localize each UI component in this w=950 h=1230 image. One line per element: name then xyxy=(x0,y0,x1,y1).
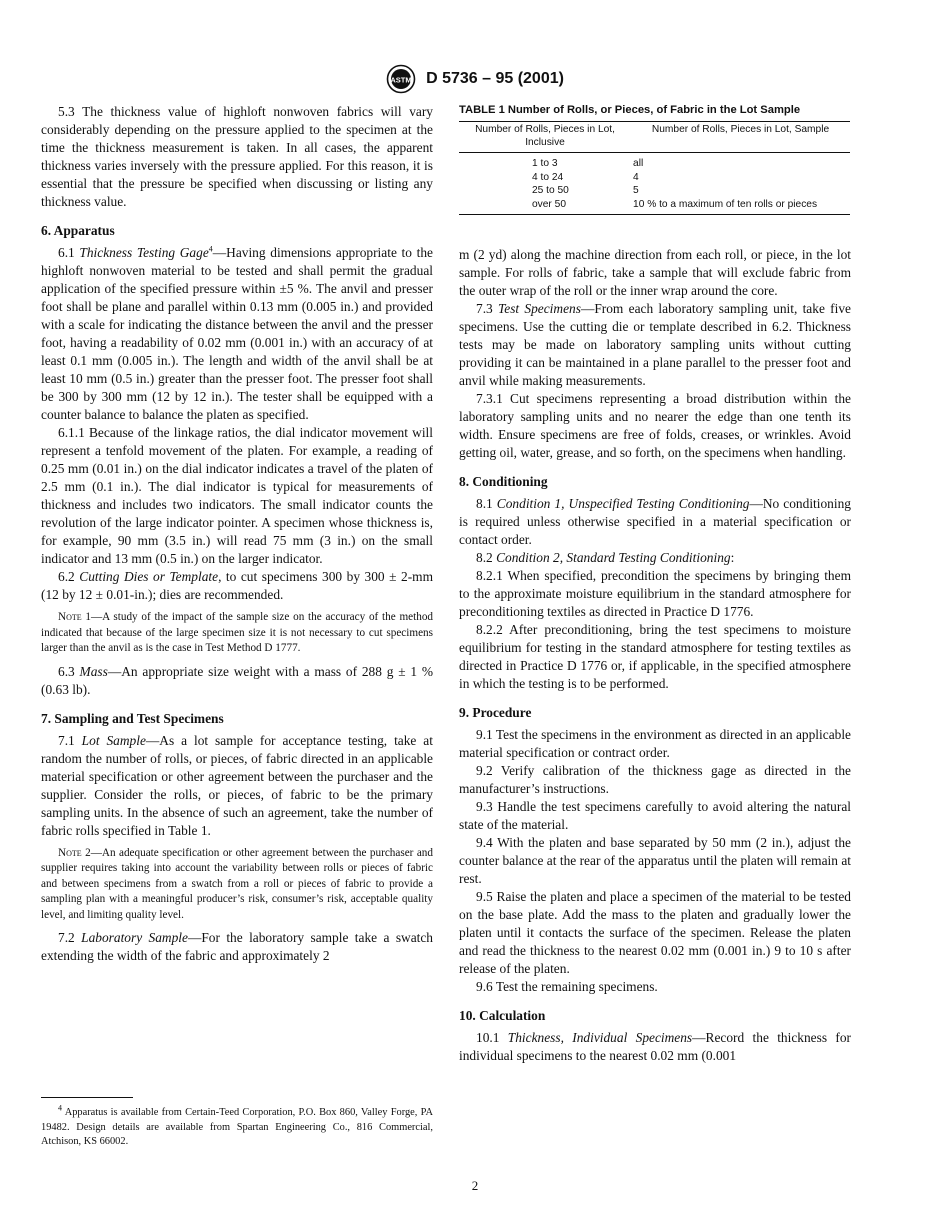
cell-sample-size: 10 % to a maximum of ten rolls or pieces xyxy=(631,198,850,215)
paragraph-5-3: 5.3 The thickness value of highloft nonwoven fabrics will vary considerably depending on the pressure applied to the specimen at the time the thickness measurement is taken. In all cases, the apparent thickness varies inversely with the pressure applied. For this reason, it is essential that the pressure be specified when discussing or listing any thickness value. xyxy=(41,104,433,209)
section-heading-conditioning: 8. Conditioning xyxy=(459,474,548,489)
paragraph-8-2-2: 8.2.2 After preconditioning, bring the test specimens to moisture equilibrium for testing in the standard atmosphere for testing textiles as directed in Practice D 1776 or, if applicable, in the specified atmosphere in which the testing is to be performed. xyxy=(459,622,851,691)
page-number: 2 xyxy=(471,1178,479,1193)
paragraph-9-3: 9.3 Handle the test specimens carefully to avoid altering the natural state of the material. xyxy=(459,799,851,832)
page-header xyxy=(0,64,950,94)
note-1: Note 1—A study of the impact of the sample size on the accuracy of the method indicated that because of the large specimen size it is not necessary to cut specimens larger than the anvil as is the case in Test Method D 1777. xyxy=(41,611,434,654)
footnote-ref-4: 4 xyxy=(208,244,213,254)
paragraph-9-5: 9.5 Raise the platen and place a specimen of the material to be tested on the base plate. Add the mass to the platen and gradually lower the platen until it contacts the surface of the specimen. Release the platen and read the thickness to the nearest 0.02 mm (0.001 in.) 9 to 10 s after release of the platen. xyxy=(459,889,851,976)
paragraph-6-1: 6.1 Thickness Testing Gage$^4$—Having dimensions appropriate to the highloft nonwoven material to be tested and shall permit the gradual application of the specified pressure within ±5 %. The anvil and presser foot shall be plane and parallel within 0.13 mm (0.005 in.) and provided with a scale for indicating the distance between the anvil and the presser foot, having a readability of 0.02 mm (0.001 in.) with an accuracy of at least 0.1 mm (0.005 in.). The length and width of the anvil shall be at least 10 mm (0.5 in.) greater than the presser foot. The presser foot shall be 300 by 300 mm (12 by 12 in.). The tester shall be equipped with a counter balance to balance the platen as specified. xyxy=(41,244,433,422)
paragraph-9-6: 9.6 Test the remaining specimens. xyxy=(476,979,658,994)
cell-lot-size: over 50 xyxy=(459,198,631,215)
paragraph-7-3: 7.3 Test Specimens—From each laboratory sampling unit, take five specimens. Use the cutting die or template described in 6.2. Thickness tests may be made on laboratory sampling units without cutting providing it can be maintained in a plane parallel to the presser foot and anvil while making measurements. xyxy=(459,301,851,388)
paragraph-6-2: 6.2 Cutting Dies or Template, to cut specimens 300 by 300 ± 2-mm (12 by 12 ± 0.01-in.); dies are recommended. xyxy=(41,569,433,602)
table-row xyxy=(459,171,850,185)
paragraph-10-1: 10.1 Thickness, Individual Specimens—Record the thickness for individual specimens to the nearest 0.02 mm (0.001 xyxy=(459,1030,851,1063)
table-row xyxy=(459,153,850,171)
cell-sample-size: 5 xyxy=(633,185,639,196)
paragraph-9-1: 9.1 Test the specimens in the environment as directed in an applicable material specification or contract order. xyxy=(459,727,851,760)
paragraph-8-2-1: 8.2.1 When specified, precondition the specimens by bringing them to the approximate moisture equilibrium in the standard atmosphere for preconditioning textiles as directed in Practice D 1776. xyxy=(459,568,851,619)
section-heading-calculation: 10. Calculation xyxy=(459,1008,546,1023)
section-heading-sampling: 7. Sampling and Test Specimens xyxy=(41,710,224,726)
paragraph-8-2: 8.2 Condition 2, Standard Testing Conditioning: xyxy=(476,550,735,565)
paragraph-9-4: 9.4 With the platen and base separated by 50 mm (2 in.), adjust the counter balance at the rear of the apparatus until the platen will remain at rest. xyxy=(459,835,851,886)
footnote-4: $^4$ Apparatus is available from Certain-Teed Corporation, P.O. Box 860, Valley Forge, PA 19482. Design details are available from Spartan Engineering Co., 816 Commercial, Atchison, KS 66002. xyxy=(41,1103,433,1147)
table-1 xyxy=(459,104,850,215)
paragraph-9-2: 9.2 Verify calibration of the thickness gage as directed in the manufacturer’s instructions. xyxy=(459,763,851,796)
table-title: TABLE 1 Number of Rolls, or Pieces, of Fabric in the Lot Sample xyxy=(459,104,801,116)
column-header-lot: Number of Rolls, Pieces in Lot, Inclusive xyxy=(459,122,631,153)
paragraph-7-1: 7.1 Lot Sample—As a lot sample for acceptance testing, take at random the number of rolls, or pieces, of fabric directed in an applicable material specification or other agreement between the purchaser and the supplier. Consider the rolls, or pieces, of fabric to be the primary sampling units. In the absence of such an agreement, take the number of fabric rolls specified in Table 1. xyxy=(41,732,433,838)
right-column xyxy=(459,246,851,1065)
paragraph-7-3-1: 7.3.1 Cut specimens representing a broad distribution within the laboratory sampling units and no nearer the edge than one tenth its width. Ensure specimens are free of folds, creases, or wrinkles. Avoid getting oil, water, grease, and so forth, on the specimens when handling. xyxy=(459,391,851,460)
column-header-sample: Number of Rolls, Pieces in Lot, Sample xyxy=(631,122,850,153)
astm-logo-icon xyxy=(386,64,416,94)
cell-lot-size: 1 to 3 xyxy=(532,158,558,169)
section-heading-apparatus: 6. Apparatus xyxy=(41,223,115,238)
svg-text:ASTM: ASTM xyxy=(390,75,412,85)
cell-sample-size: 4 xyxy=(633,171,639,183)
section-heading-procedure: 9. Procedure xyxy=(459,705,532,720)
paragraph-6-1-1: 6.1.1 Because of the linkage ratios, the dial indicator movement will represent a tenfold movement of the platen. For example, a reading of 0.25 mm (0.01 in.) on the dial indicator indicates a travel of the platen of 2.5 mm (0.1 in.). The dial indicator is typical for measurements of thickness and includes two indicators. The small indicator counts the revolution of the large indicator pointer. A specimen whose thickness is, for example, 90 mm (3.5 in.) will read 75 mm (3 in.) on the small indicator and 13 mm (0.5 in.) on the larger indicator. xyxy=(41,425,433,566)
lot-sample-table xyxy=(459,121,850,215)
table-row xyxy=(459,198,850,215)
footnote-divider xyxy=(41,1097,133,1098)
paragraph-8-1: 8.1 Condition 1, Unspecified Testing Conditioning—No conditioning is required unless otherwise specified in a material specification or contact order. xyxy=(459,496,851,547)
note-2: Note 2—An adequate specification or other agreement between the purchaser and supplier requires taking into account the variability between rolls or pieces of fabric and between specimens from a swatch from a roll or pieces of fabric to provide a sampling plan with a meaningful producer’s risk, consumer’s risk, acceptable quality level, and limiting quality level. xyxy=(41,846,433,921)
cell-lot-size: 25 to 50 xyxy=(532,185,569,196)
left-column xyxy=(41,103,433,965)
paragraph-6-3: 6.3 Mass—An appropriate size weight with a mass of 288 g ± 1 % (0.63 lb). xyxy=(41,663,434,697)
cell-lot-size: 4 to 24 xyxy=(532,171,564,183)
paragraph-7-2-continued: m (2 yd) along the machine direction from each roll, or piece, in the lot sample. For rolls of fabric, take a sample that will exclude fabric from the outer wrap of the roll or the inner wrap around the core. xyxy=(459,247,851,298)
paragraph-7-2: 7.2 Laboratory Sample—For the laboratory sample take a swatch extending the width of the fabric and approximately 2 xyxy=(41,930,433,963)
standard-designation: D 5736 – 95 (2001) xyxy=(426,70,564,87)
cell-sample-size: all xyxy=(633,158,644,169)
table-row xyxy=(459,184,850,198)
